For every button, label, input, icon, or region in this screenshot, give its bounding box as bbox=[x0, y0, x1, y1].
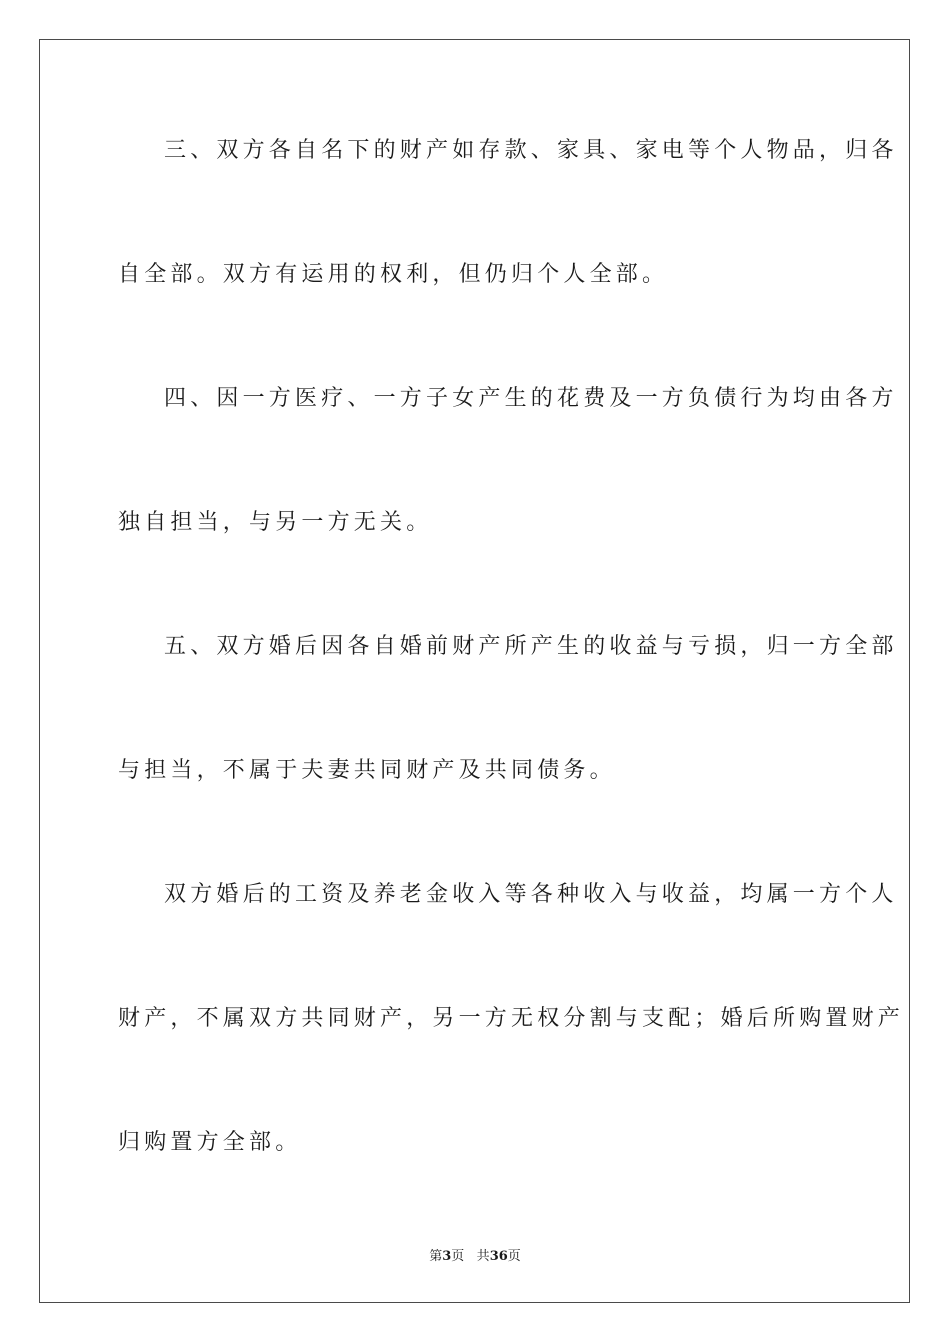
footer-page-prefix: 第 bbox=[429, 1249, 443, 1264]
page-footer bbox=[0, 1248, 950, 1266]
paragraph-4-line-1: 双方婚后的工资及养老金收入等各种收入与收益，均属一方个人 bbox=[164, 882, 898, 907]
footer-total-suffix: 页 bbox=[507, 1249, 521, 1264]
footer-total-prefix: 共 bbox=[476, 1249, 490, 1264]
paragraph-4-line-2: 财产，不属双方共同财产，另一方无权分割与支配；婚后所购置财产 bbox=[118, 1006, 905, 1031]
paragraph-3-line-2: 与担当，不属于夫妻共同财产及共同债务。 bbox=[118, 758, 616, 783]
footer-page-current: 3 bbox=[442, 1249, 452, 1264]
paragraph-3-line-1: 五、双方婚后因各自婚前财产所产生的收益与亏损，归一方全部 bbox=[164, 634, 898, 659]
paragraph-1-line-1: 三、双方各自名下的财产如存款、家具、家电等个人物品，归各 bbox=[164, 138, 898, 163]
paragraph-4-line-3: 归购置方全部。 bbox=[118, 1130, 302, 1155]
footer-page-suffix: 页 bbox=[451, 1249, 465, 1264]
paragraph-2-line-1: 四、因一方医疗、一方子女产生的花费及一方负债行为均由各方 bbox=[164, 386, 898, 411]
page-border bbox=[39, 39, 910, 1303]
paragraph-1-line-2: 自全部。双方有运用的权利，但仍归个人全部。 bbox=[118, 262, 669, 287]
footer-page-total: 36 bbox=[489, 1249, 508, 1264]
paragraph-2-line-2: 独自担当，与另一方无关。 bbox=[118, 510, 433, 535]
